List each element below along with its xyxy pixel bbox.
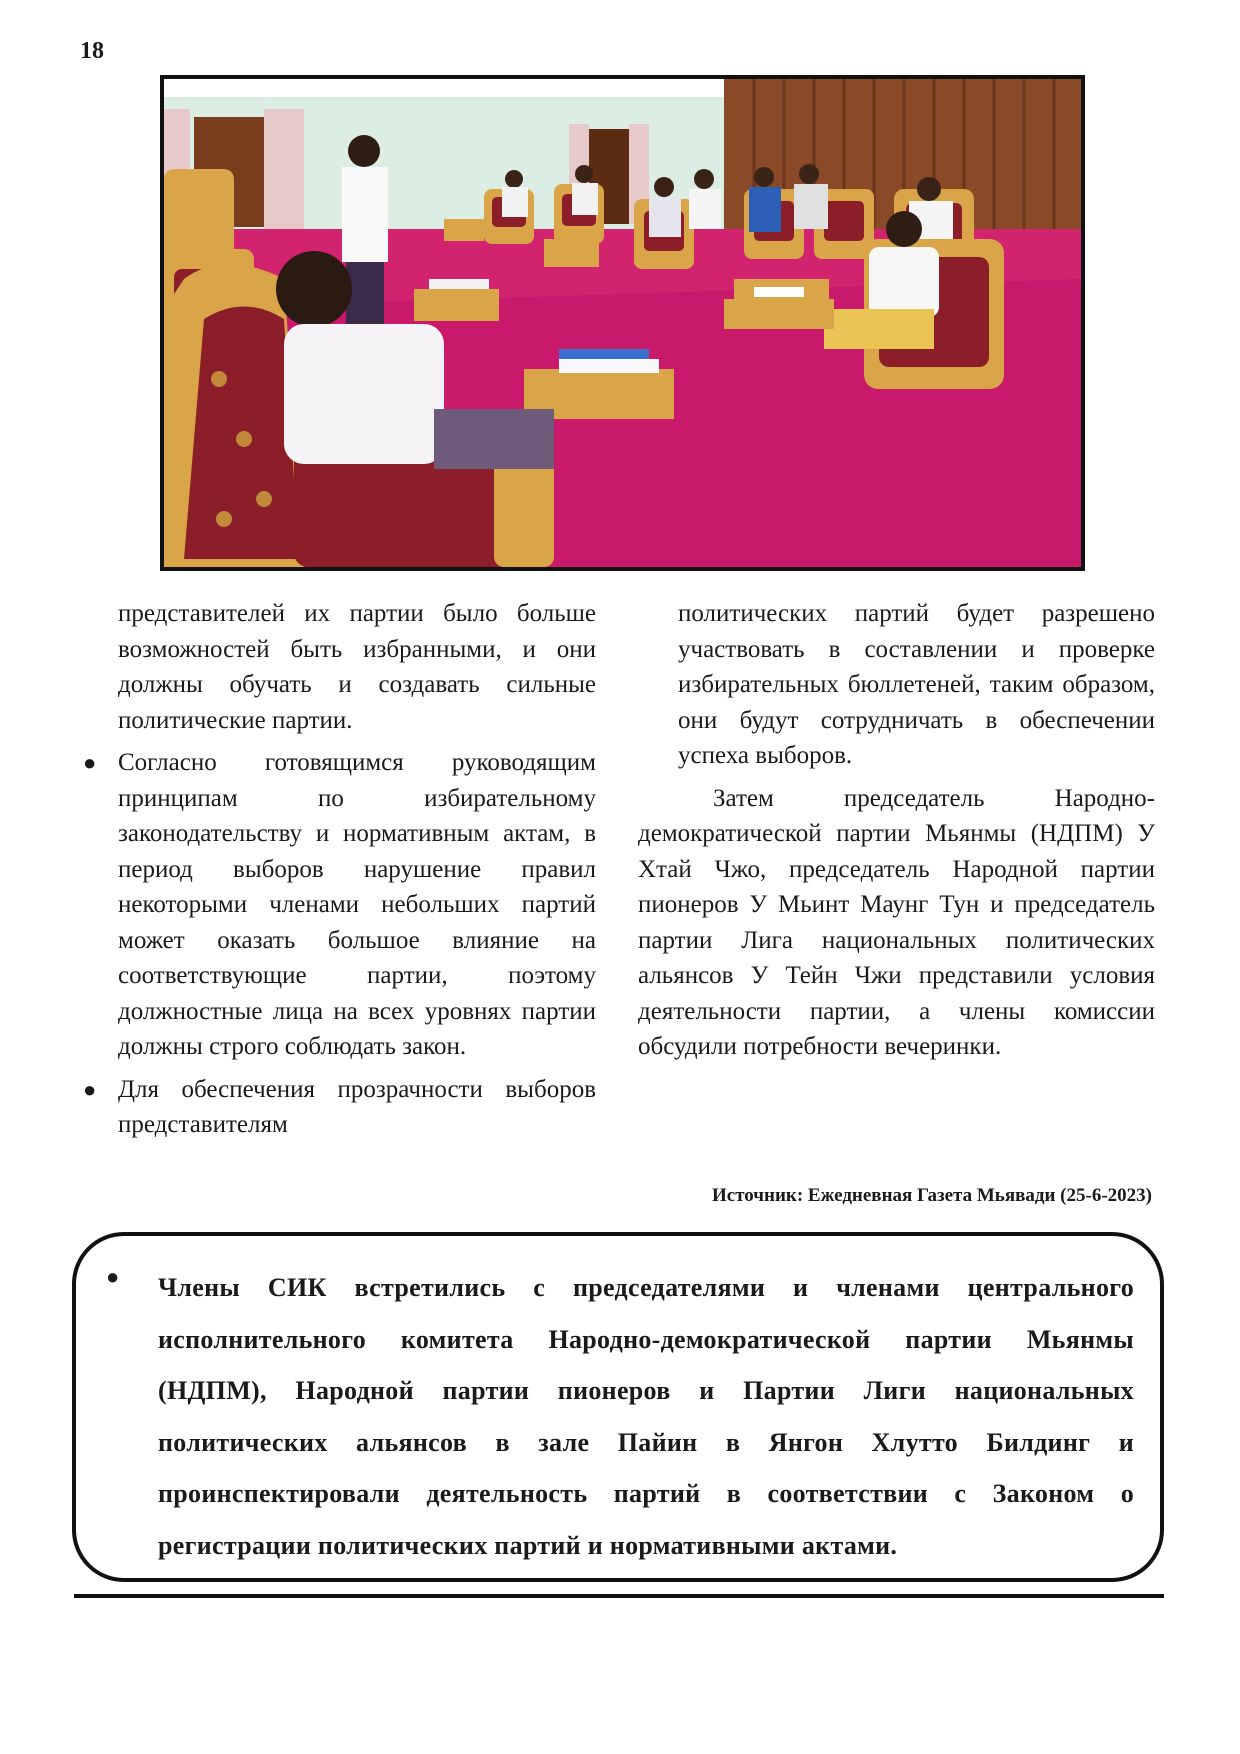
bottom-divider [74,1594,1164,1598]
bullet-icon: ● [83,1076,97,1102]
list-item [78,1072,596,1143]
left-column [78,596,596,1143]
meeting-photo-icon [164,79,1081,567]
right-continuation-text: политических партий будет разрешено участвовать в составлении и проверке избирательных бюллетеней, таким образом, они будут сотрудничать в обеспечении успеха выборов. [678,600,1155,769]
list-item-text: Согласно готовящимся руководящим принципам по избирательному законодательству и нормативным актам, в период выборов нарушение правил некоторыми членами небольших партий может оказать большое влияние на соответствующие партии, поэтому должностные лица на всех уровнях партии должны строго соблюдать закон. [118,749,596,1060]
bullet-icon: ● [83,750,97,775]
right-column [638,596,1155,1065]
summary-text: Члены СИК встретились с председателями и членами центрального исполнительного комитета Народно-демократической партии Мьянмы (НДПМ), Народной партии пионеров и Партии Лиги национальных политических альянсов в зале Пайин в Янгон Хлутто Билдинг и проинспектировали деятельность партий в соответствии с Законом о регистрации политических партий и нормативными актами. [158,1273,1134,1560]
page-number: 18 [80,38,104,64]
summary-box [72,1232,1164,1582]
meeting-photo [160,75,1085,571]
list-item-text: Для обеспечения прозрачности выборов представителям [118,1075,596,1138]
left-continuation-text: представителей их партии было больше возможностей быть избранными, и они должны обучать и создавать сильные политические партии. [118,600,596,734]
right-paragraph: Затем председатель Народно-демократической партии Мьянмы (НДПМ) У Хтай Чжо, председатель Народной партии пионеров У Мьинт Маунг Тун и председатель партии Лига национальных политических альянсов У Тейн Чжи представили условия деятельности партии, а члены комиссии обсудили потребности вечеринки. [638,784,1155,1060]
summary-item [96,1262,1134,1571]
source-citation: Источник: Ежедневная Газета Мьявади (25-6-2023) [712,1185,1152,1206]
list-item [78,745,596,1065]
bullet-icon: ● [106,1264,120,1289]
